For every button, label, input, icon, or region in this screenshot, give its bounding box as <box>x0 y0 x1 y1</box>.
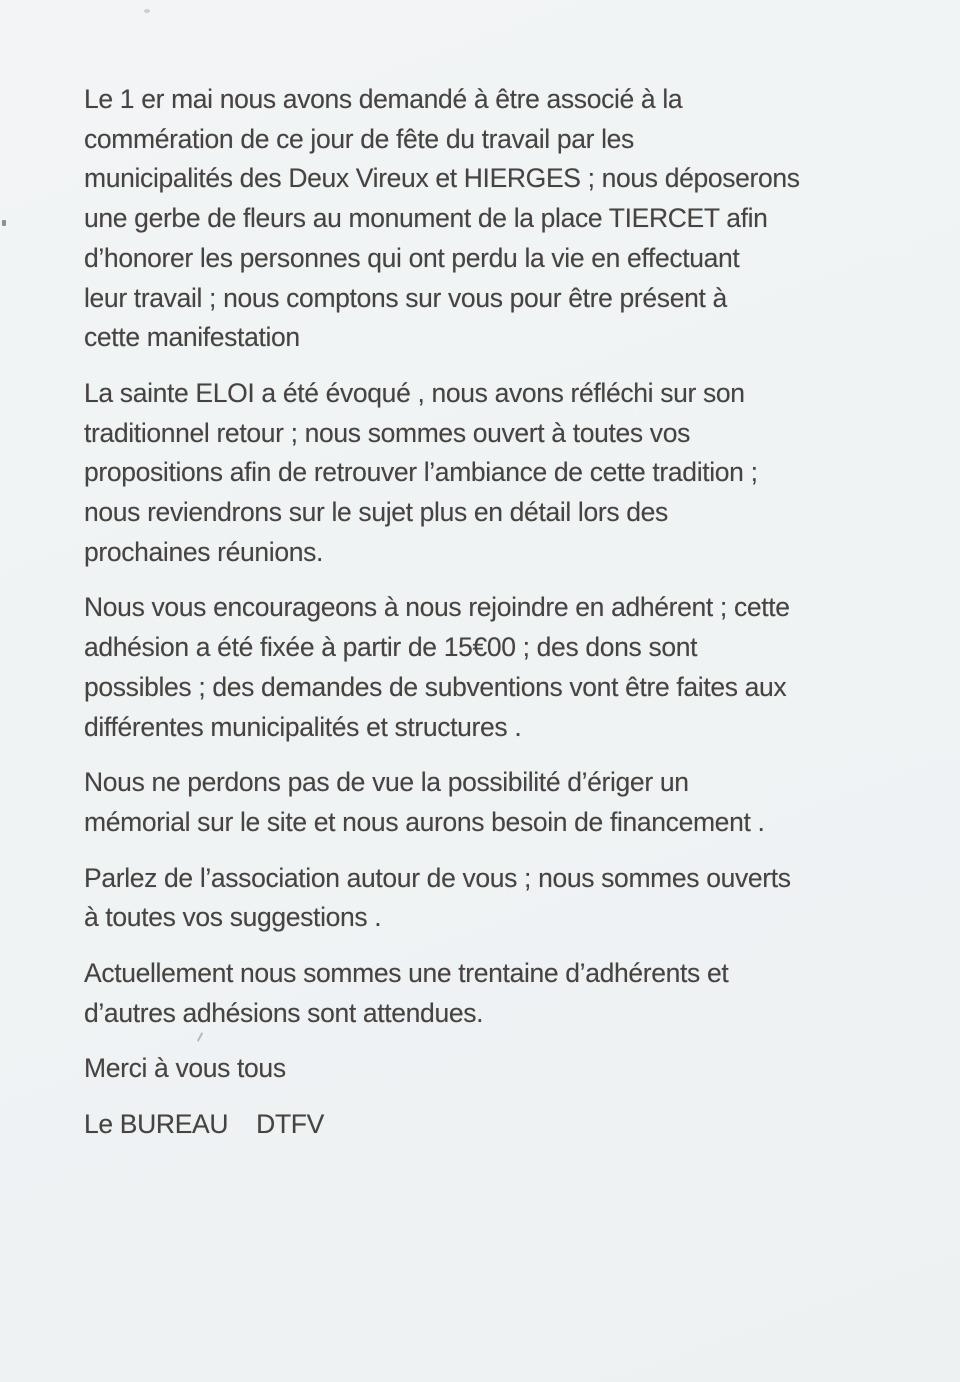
text-line: La sainte ELOI a été évoqué , nous avons réfléchi sur son <box>84 377 745 408</box>
paragraph-memorial <box>84 763 920 842</box>
paragraph-member-count <box>84 954 920 1033</box>
text-line: municipalités des Deux Vireux et HIERGES ; nous déposerons <box>84 163 800 194</box>
paragraph-membership <box>84 588 920 747</box>
text-line: à toutes vos suggestions . <box>84 902 382 933</box>
text-line: d’autres adhésions sont attendues. <box>84 997 484 1028</box>
paragraph-spread-the-word <box>84 859 920 938</box>
paragraph-may-first-ceremony <box>84 80 920 358</box>
text-line: d’honorer les personnes qui ont perdu la vie en effectuant <box>84 242 740 273</box>
scan-speck <box>144 9 150 13</box>
text-line: adhésion a été fixée à partir de 15€00 ; des dons sont <box>84 632 698 663</box>
text-line: cette manifestation <box>84 322 300 353</box>
letter-body <box>84 80 920 1161</box>
text-line: Actuellement nous sommes une trentaine d’adhérents et <box>84 958 729 989</box>
text-line: une gerbe de fleurs au monument de la place TIERCET afin <box>84 203 768 234</box>
text-line: Le 1 er mai nous avons demandé à être associé à la <box>84 84 683 114</box>
text-line: propositions afin de retrouver l’ambiance de cette tradition ; <box>84 457 758 488</box>
text-line: différentes municipalités et structures . <box>84 711 522 742</box>
text-line: Nous vous encourageons à nous rejoindre en adhérent ; cette <box>84 592 790 623</box>
text-line: possibles ; des demandes de subventions vont être faites aux <box>84 671 787 702</box>
text-line: nous reviendrons sur le sujet plus en détail lors des <box>84 497 668 528</box>
paragraph-thanks <box>84 1049 920 1089</box>
text-line: traditionnel retour ; nous sommes ouvert à toutes vos <box>84 417 690 448</box>
signature-line <box>84 1105 920 1145</box>
scan-speck <box>2 220 6 226</box>
text-line: Le BUREAU DTFV <box>84 1109 324 1140</box>
text-line: prochaines réunions. <box>84 536 324 567</box>
text-line: mémorial sur le site et nous aurons besoin de financement . <box>84 806 765 837</box>
text-line: Merci à vous tous <box>84 1053 286 1084</box>
paragraph-sainte-eloi <box>84 374 920 573</box>
text-line: commération de ce jour de fête du travail par les <box>84 123 634 154</box>
text-line: Parlez de l’association autour de vous ; nous sommes ouverts <box>84 862 791 893</box>
text-line: leur travail ; nous comptons sur vous pour être présent à <box>84 282 727 313</box>
text-line: Nous ne perdons pas de vue la possibilité d’ériger un <box>84 767 689 798</box>
